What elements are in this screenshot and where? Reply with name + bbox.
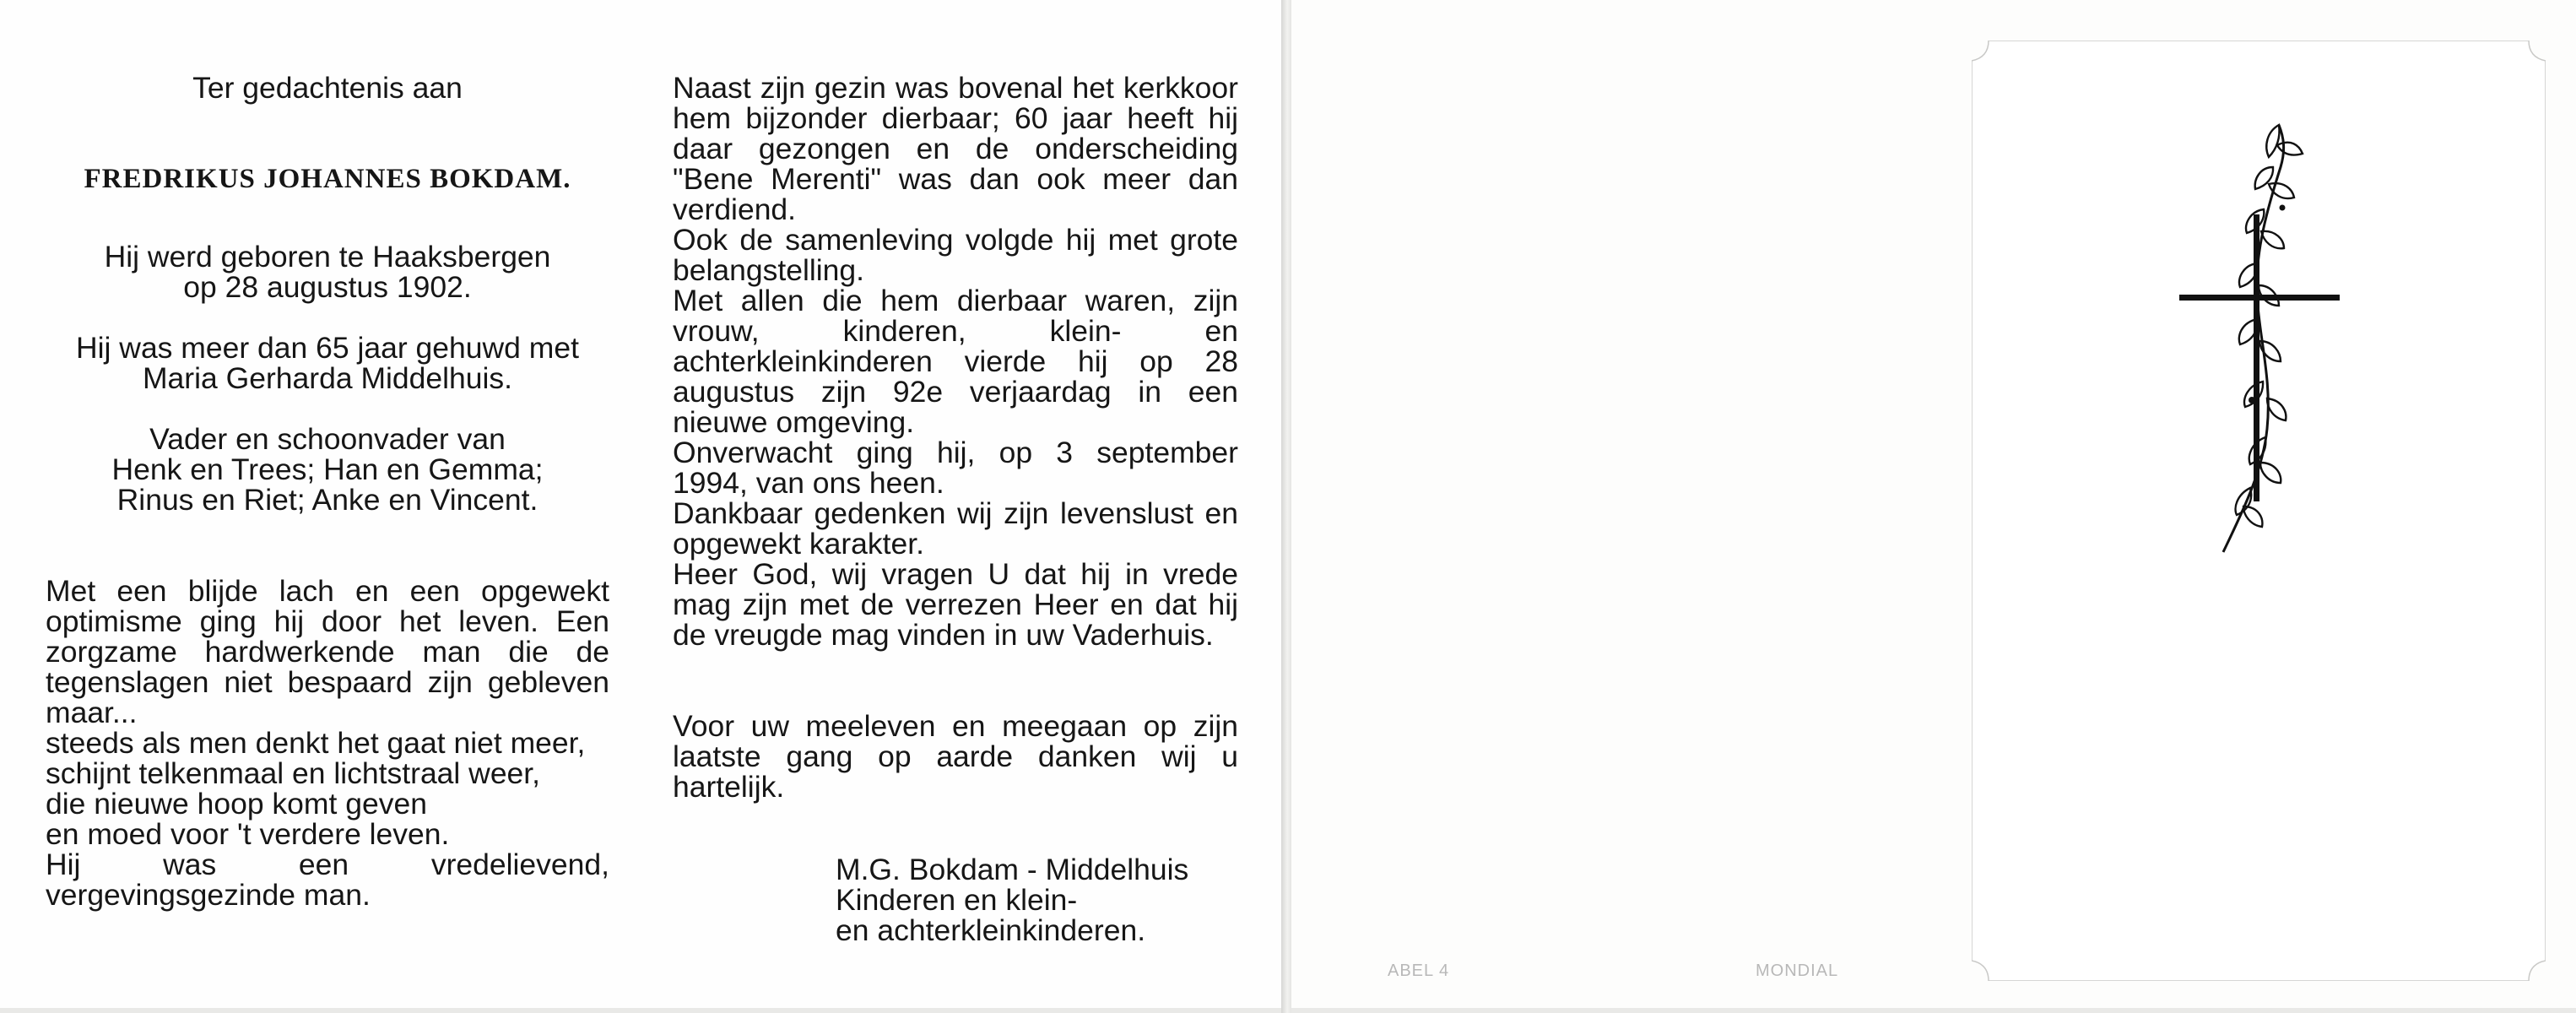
birthday-paragraph: Met allen die hem dierbaar waren, zijn vrouw, kinderen, klein- en achterkleinkinderen vierde hij op 28 augustus zijn 92e verjaardag in een nieuwe omgeving. <box>673 284 1238 439</box>
choir-paragraph: Naast zijn gezin was bovenal het kerkkoor hem bijzonder dierbaar; 60 jaar heeft hij daar gezongen en de onderscheiding "Bene Merenti" was dan ook meer dan verdiend. <box>673 71 1238 226</box>
society-paragraph: Ook de samenleving volgde hij met grote belangstelling. <box>673 223 1238 287</box>
passing-paragraph: Onverwacht ging hij, op 3 september 1994, van ons heen. <box>673 436 1238 500</box>
family-line-3: Rinus en Riet; Anke en Vincent. <box>116 483 538 517</box>
prayer-paragraph: Heer God, wij vragen U dat hij in vrede mag zijn met de verrezen Heer en dat hij de vreugde mag vinden in uw Vaderhuis. <box>673 557 1238 652</box>
deceased-name: FREDRIKUS JOHANNES BOKDAM. <box>84 164 571 194</box>
signature-line-2: Kinderen en klein- <box>836 883 1078 917</box>
birth-line-2: op 28 augustus 1902. <box>183 270 472 304</box>
tribute-verse-line-4: en moed voor 't verdere leven. <box>46 817 450 851</box>
signature-line-3: en achterkleinkinderen. <box>836 913 1146 947</box>
right-text-column <box>673 73 1238 802</box>
card-fold <box>1281 0 1291 1013</box>
intro-line: Ter gedachtenis aan <box>192 71 463 105</box>
tribute-verse-line-2: schijnt telkenmaal en lichtstraal weer, <box>46 756 541 790</box>
family-line-2: Henk en Trees; Han en Gemma; <box>111 452 544 486</box>
tribute-verse-line-1: steeds als men denkt het gaat niet meer, <box>46 726 586 760</box>
marriage-line-2: Maria Gerharda Middelhuis. <box>142 361 513 395</box>
insert-card-outline <box>1972 41 2546 981</box>
inner-page-text <box>0 0 1281 1008</box>
tribute-paragraph-1: Met een blijde lach en een opgewekt optimisme ging hij door het leven. Een zorgzame hardwerkende man die de tegenslagen niet bespaard zijn gebleven maar... <box>46 574 609 729</box>
signature-block <box>836 854 1274 945</box>
gratitude-paragraph: Dankbaar gedenken wij zijn levenslust en opgewekt karakter. <box>673 496 1238 561</box>
left-text-column <box>46 73 609 910</box>
printer-imprint-right: MONDIAL <box>1756 962 1839 980</box>
cover-insert-card <box>1972 41 2546 981</box>
tribute-verse-line-3: die nieuwe hoop komt geven <box>46 787 427 821</box>
birth-line-1: Hij werd geboren te Haaksbergen <box>104 240 551 274</box>
tribute-paragraph-2: Hij was een vredelievend, vergevingsgezinde man. <box>46 848 609 912</box>
printer-imprint-left: ABEL 4 <box>1388 962 1450 980</box>
family-line-1: Vader en schoonvader van <box>149 422 506 456</box>
thanks-paragraph: Voor uw meeleven en meegaan op zijn laatste gang op aarde danken wij u hartelijk. <box>673 709 1238 804</box>
signature-line-1: M.G. Bokdam - Middelhuis <box>836 853 1189 886</box>
marriage-line-1: Hij was meer dan 65 jaar gehuwd met <box>76 331 579 365</box>
